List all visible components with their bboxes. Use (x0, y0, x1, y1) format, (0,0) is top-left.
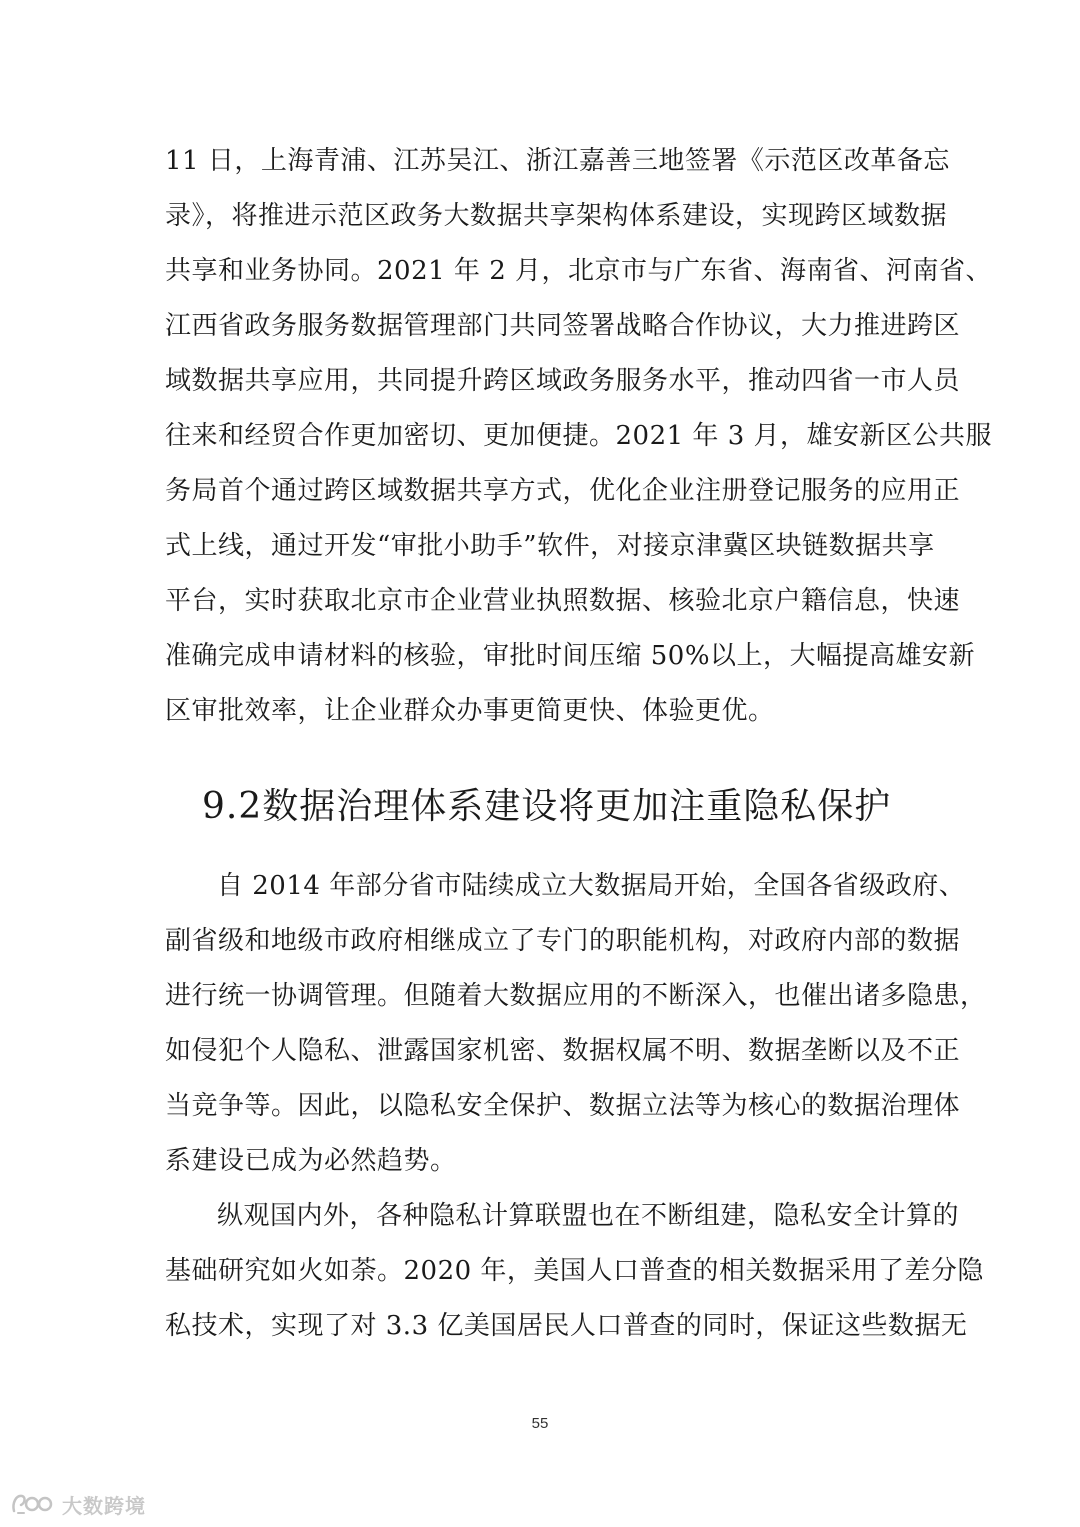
section-heading: 9.2数据治理体系建设将更加注重隐私保护 (202, 786, 892, 827)
text-line: 基础研究如火如荼。2020 年，美国人口普查的相关数据采用了差分隐 (165, 1256, 984, 1286)
text-line: 副省级和地级市政府相继成立了专门的职能机构，对政府内部的数据 (165, 926, 961, 956)
text-line: 系建设已成为必然趋势。 (165, 1146, 457, 1176)
text-line: 纵观国内外，各种隐私计算联盟也在不断组建，隐私安全计算的 (217, 1201, 960, 1231)
watermark-text: 大数跨境 (62, 1493, 146, 1518)
text-line: 准确完成申请材料的核验，审批时间压缩 50%以上，大幅提高雄安新 (165, 641, 976, 671)
page-number: 55 (531, 1415, 549, 1432)
text-line: 如侵犯个人隐私、泄露国家机密、数据权属不明、数据垄断以及不正 (165, 1036, 961, 1066)
text-line: 区审批效率，让企业群众办事更简更快、体验更优。 (165, 696, 775, 726)
text-line: 当竞争等。因此，以隐私安全保护、数据立法等为核心的数据治理体 (165, 1091, 961, 1121)
text-line: 进行统一协调管理。但随着大数据应用的不断深入，也催出诸多隐患， (165, 981, 987, 1011)
text-line: 往来和经贸合作更加密切、更加便捷。2021 年 3 月，雄安新区公共服 (165, 421, 993, 451)
watermark (10, 1489, 146, 1519)
text-line: 式上线，通过开发“审批小助手”软件，对接京津冀区块链数据共享 (165, 531, 935, 561)
text-line: 私技术，实现了对 3.3 亿美国居民人口普查的同时，保证这些数据无 (165, 1311, 968, 1341)
text-line: 自 2014 年部分省市陆续成立大数据局开始，全国各省级政府、 (217, 871, 966, 901)
brand-logo-icon (10, 1491, 56, 1517)
text-line: 平台，实时获取北京市企业营业执照数据、核验北京户籍信息，快速 (165, 586, 961, 616)
text-line: 11 日，上海青浦、江苏吴江、浙江嘉善三地签署《示范区改革备忘 (165, 146, 950, 176)
text-line: 务局首个通过跨区域数据共享方式，优化企业注册登记服务的应用正 (165, 476, 961, 506)
text-line: 共享和业务协同。2021 年 2 月，北京市与广东省、海南省、河南省、 (165, 256, 993, 286)
text-line: 域数据共享应用，共同提升跨区域政务服务水平，推动四省一市人员 (165, 366, 961, 396)
text-line: 江西省政务服务数据管理部门共同签署战略合作协议，大力推进跨区 (165, 311, 961, 341)
text-line: 录》，将推进示范区政务大数据共享架构体系建设，实现跨区域数据 (165, 201, 948, 231)
